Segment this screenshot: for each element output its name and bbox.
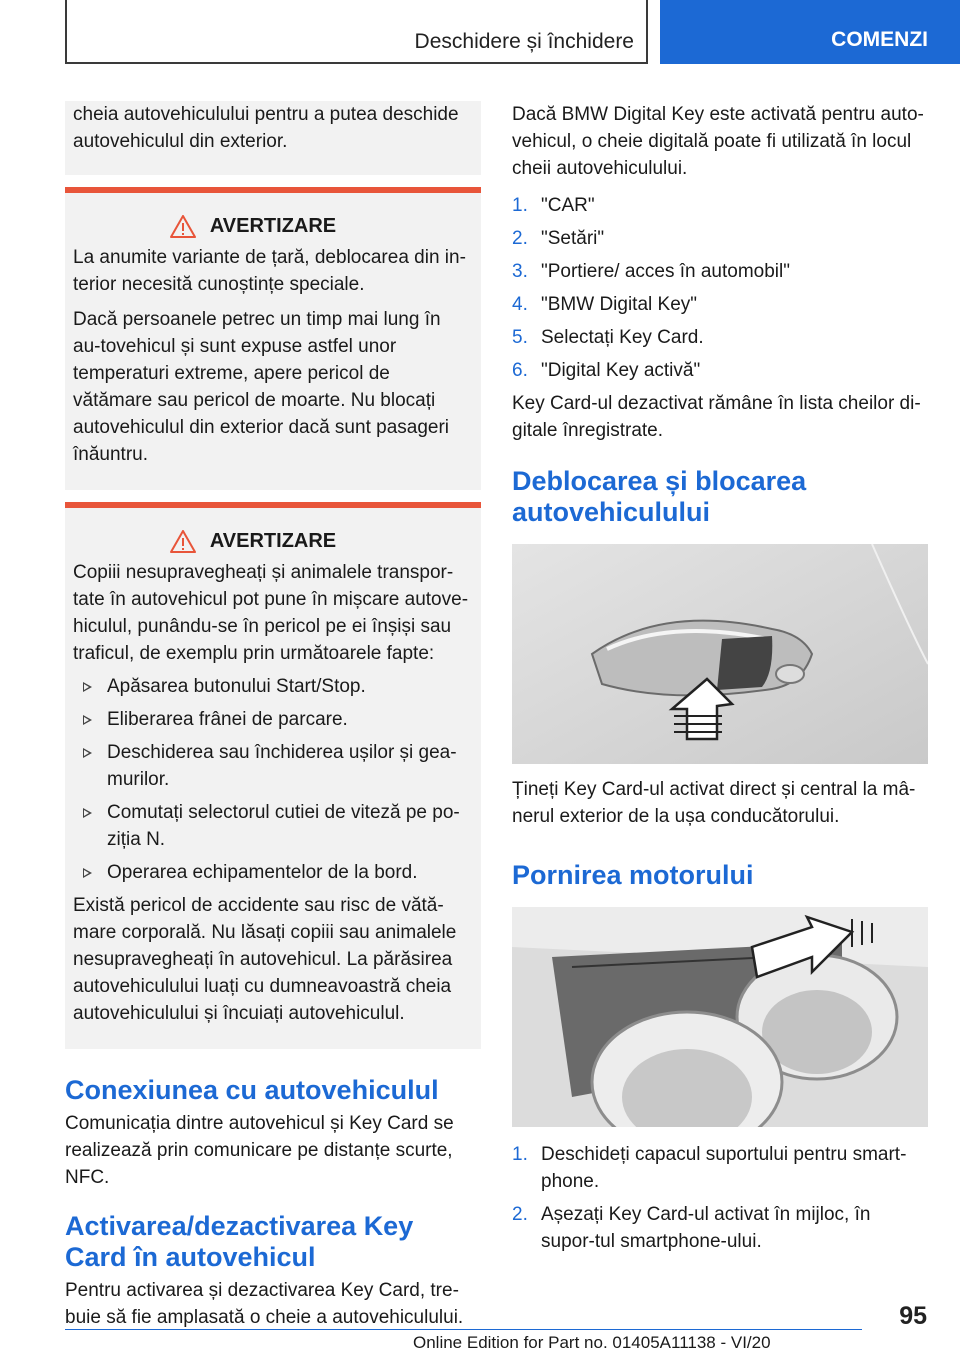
section-heading-engine-start: Pornirea motorului <box>512 860 754 890</box>
engine-steps-list <box>512 1141 928 1255</box>
menu-steps-list <box>512 192 928 384</box>
warning-title-1 <box>73 215 473 238</box>
bullet-triangle-icon <box>83 715 92 725</box>
door-handle-image <box>512 544 928 764</box>
warning-box-1 <box>65 187 481 490</box>
warning-triangle-icon <box>170 530 196 553</box>
warning-box-2 <box>65 502 481 1049</box>
list-item: Comutați selectorul cutiei de viteză pe po-ziția N. <box>73 799 473 853</box>
smartphone-holder-illustration <box>512 907 928 1127</box>
list-item: 2. "Setări" <box>512 228 605 249</box>
list-item: 5. Selectați Key Card. <box>512 327 704 348</box>
bullet-triangle-icon <box>83 868 92 878</box>
section-text-activation: Pentru activarea și dezactivarea Key Card, tre-buie să fie amplasată o cheie a autovehiculului. <box>65 1280 464 1328</box>
list-item: 6. "Digital Key activă" <box>512 360 701 381</box>
bullet-triangle-icon <box>83 748 92 758</box>
intro-text: cheia autovehiculului pentru a putea deschide autovehiculul din exterior. <box>73 104 459 152</box>
chapter-tab-label: COMENZI <box>831 28 928 51</box>
left-column <box>65 101 481 1331</box>
section-heading-connection: Conexiunea cu autovehiculul <box>65 1075 439 1105</box>
footer-divider <box>65 1329 862 1330</box>
intro-box <box>65 101 481 175</box>
warning-title-2 <box>73 530 473 553</box>
unlock-caption: Țineți Key Card-ul activat direct și central la mâ-nerul exterior de la ușa conducătorului. <box>512 779 916 827</box>
warning1-paragraph-2: Dacă persoanele petrec un timp mai lung în au-tovehicul și sunt expuse astfel unor temperaturi extreme, apere pericol de vătămare sau pericol de moarte. Nu blocați autovehiculul din exterior dacă sunt pasageri înăuntru. <box>73 309 450 465</box>
footer-edition[interactable]: Online Edition for Part no. 01405A11138 - VI/20 <box>413 1333 771 1352</box>
list-item: Operarea echipamentelor de la bord. <box>73 859 473 886</box>
console-image <box>512 907 928 1127</box>
header-section-box <box>65 0 648 64</box>
warning2-bullet-list <box>73 673 473 886</box>
section-heading-unlock: Deblocarea și blocarea autovehiculului <box>512 466 807 527</box>
list-item: Eliberarea frânei de parcare. <box>73 706 473 733</box>
right-column <box>512 101 928 1261</box>
warning2-paragraph-1: Copiii nesupravegheați și animalele transpor-tate în autovehicul pot pune în mișcare autove-hiculul, punându-se în pericol pe ei înșiși sau traficul, de exemplu prin următoarele fapte: <box>73 562 469 664</box>
list-item: 3. "Portiere/ acces în automobil" <box>512 261 790 282</box>
page-number: 95 <box>899 1302 927 1330</box>
section-heading-activation: Activarea/dezactivarea Key Card în autovehicul <box>65 1211 414 1272</box>
digital-key-intro: Dacă BMW Digital Key este activată pentru auto-vehicul, o cheie digitală poate fi utilizată în locul cheii autovehiculului. <box>512 104 924 179</box>
list-item: 1. Deschideți capacul suportului pentru smart-phone. <box>512 1144 907 1192</box>
section-title: Deschidere și închidere <box>414 30 634 53</box>
bullet-triangle-icon <box>83 682 92 692</box>
list-item: 1. "CAR" <box>512 195 595 216</box>
door-handle-illustration <box>512 544 928 764</box>
warning2-paragraph-2: Există pericol de accidente sau risc de vătă-mare corporală. Nu lăsați copiii sau animalele nesupravegheați în autovehicul. La părăsirea autovehiculului luați cu dumneavoastră cheia autovehiculului și încuiați autovehiculul. <box>73 895 457 1024</box>
warning-title-text-1: AVERTIZARE <box>209 215 337 237</box>
warning-title-text-2: AVERTIZARE <box>209 530 337 552</box>
list-item: 2. Așezați Key Card-ul activat în mijloc, în supor-tul smartphone-ului. <box>512 1204 871 1252</box>
warning1-paragraph-1: La anumite variante de țară, deblocarea din in-terior necesită cunoștințe speciale. <box>73 247 466 295</box>
list-item: 4. "BMW Digital Key" <box>512 294 698 315</box>
section-text-connection: Comunicația dintre autovehicul și Key Card se realizează prin comunicare pe distanțe scurte, NFC. <box>65 1113 454 1188</box>
list-item: Deschiderea sau închiderea ușilor și gea-murilor. <box>73 739 473 793</box>
chapter-tab[interactable] <box>660 0 960 64</box>
list-item: Apăsarea butonului Start/Stop. <box>73 673 473 700</box>
bullet-triangle-icon <box>83 808 92 818</box>
deactivated-note: Key Card-ul dezactivat rămâne în lista cheilor di-gitale înregistrate. <box>512 393 921 441</box>
warning-triangle-icon <box>170 215 196 238</box>
